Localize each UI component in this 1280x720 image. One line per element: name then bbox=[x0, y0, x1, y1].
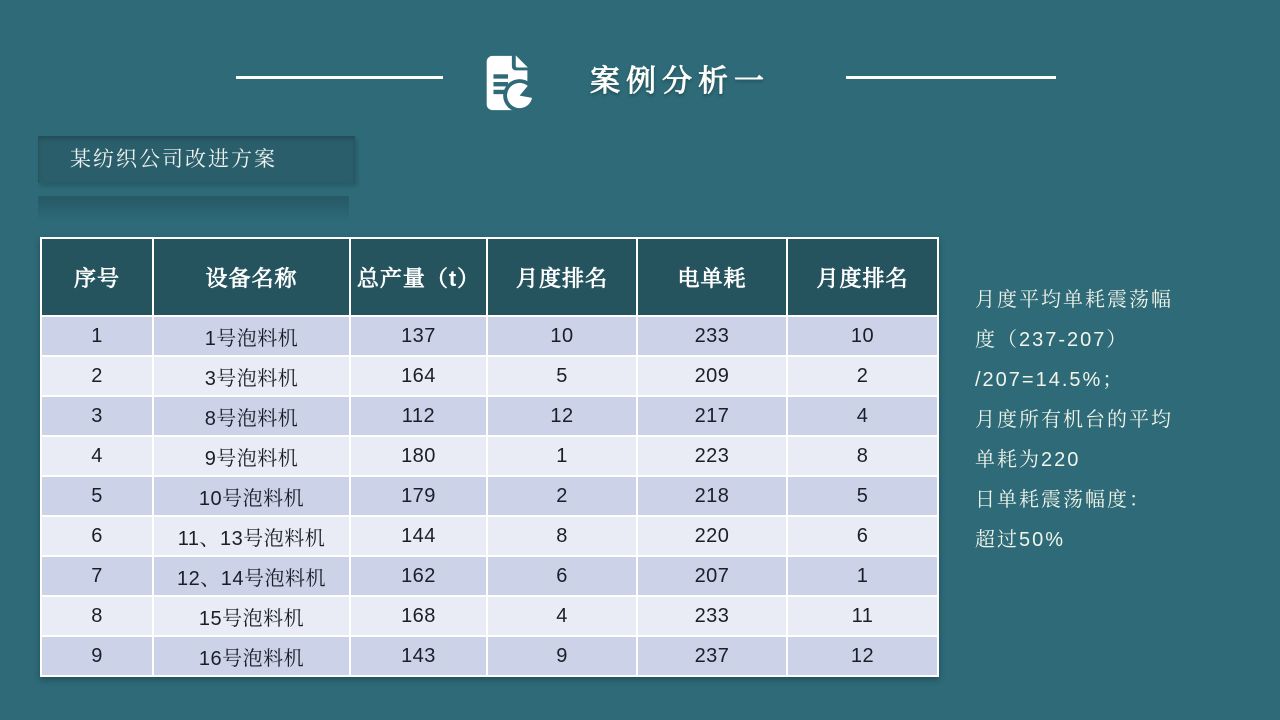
notes-text bbox=[975, 280, 1235, 560]
table-cell: 112 bbox=[350, 396, 487, 436]
table-cell: 10 bbox=[787, 316, 938, 356]
table-cell: 2 bbox=[787, 356, 938, 396]
table-cell: 143 bbox=[350, 636, 487, 676]
table-cell: 233 bbox=[637, 596, 787, 636]
table-cell: 3号泡料机 bbox=[153, 356, 350, 396]
table-cell: 12 bbox=[487, 396, 637, 436]
table-body bbox=[41, 316, 938, 676]
table-cell: 1号泡料机 bbox=[153, 316, 350, 356]
table-cell: 8 bbox=[787, 436, 938, 476]
column-header: 月度排名 bbox=[487, 238, 637, 316]
table-header-row bbox=[41, 238, 938, 316]
table-cell: 168 bbox=[350, 596, 487, 636]
note-line: 度（237-207） bbox=[975, 329, 1129, 351]
table-cell: 223 bbox=[637, 436, 787, 476]
table-cell: 8 bbox=[41, 596, 153, 636]
table-cell: 4 bbox=[41, 436, 153, 476]
table-cell: 6 bbox=[487, 556, 637, 596]
table-cell: 5 bbox=[487, 356, 637, 396]
document-pie-chart-icon bbox=[477, 52, 539, 114]
table-cell: 4 bbox=[487, 596, 637, 636]
table-row bbox=[41, 556, 938, 596]
table-cell: 2 bbox=[41, 356, 153, 396]
column-header: 电单耗 bbox=[637, 238, 787, 316]
table-cell: 164 bbox=[350, 356, 487, 396]
table-cell: 8 bbox=[487, 516, 637, 556]
table-cell: 5 bbox=[41, 476, 153, 516]
table-cell: 9号泡料机 bbox=[153, 436, 350, 476]
table-cell: 2 bbox=[487, 476, 637, 516]
note-line: 月度平均单耗震荡幅 bbox=[975, 289, 1173, 311]
data-table bbox=[40, 237, 939, 677]
note-line: 单耗为220 bbox=[975, 449, 1081, 471]
section-label: 某纺织公司改进方案 bbox=[38, 136, 355, 183]
note-line: 超过50% bbox=[975, 529, 1066, 551]
column-header: 序号 bbox=[41, 238, 153, 316]
table-cell: 11 bbox=[787, 596, 938, 636]
table-row bbox=[41, 316, 938, 356]
table-cell: 8号泡料机 bbox=[153, 396, 350, 436]
table-cell: 180 bbox=[350, 436, 487, 476]
table-cell: 5 bbox=[787, 476, 938, 516]
table-cell: 6 bbox=[41, 516, 153, 556]
table-cell: 179 bbox=[350, 476, 487, 516]
table-cell: 220 bbox=[637, 516, 787, 556]
note-line: 日单耗震荡幅度： bbox=[975, 489, 1151, 511]
note-line: /207=14.5%； bbox=[975, 369, 1125, 391]
table-cell: 209 bbox=[637, 356, 787, 396]
table-cell: 1 bbox=[41, 316, 153, 356]
table-cell: 3 bbox=[41, 396, 153, 436]
table-cell: 6 bbox=[787, 516, 938, 556]
table-cell: 16号泡料机 bbox=[153, 636, 350, 676]
divider-line-right bbox=[846, 76, 1056, 79]
table-row bbox=[41, 356, 938, 396]
table-cell: 12 bbox=[787, 636, 938, 676]
divider-line-left bbox=[236, 76, 443, 79]
note-line: 月度所有机台的平均 bbox=[975, 409, 1173, 431]
table-cell: 162 bbox=[350, 556, 487, 596]
table-cell: 15号泡料机 bbox=[153, 596, 350, 636]
table-cell: 237 bbox=[637, 636, 787, 676]
table-cell: 11、13号泡料机 bbox=[153, 516, 350, 556]
table-row bbox=[41, 516, 938, 556]
table-row bbox=[41, 436, 938, 476]
table-cell: 207 bbox=[637, 556, 787, 596]
table-cell: 4 bbox=[787, 396, 938, 436]
table-cell: 1 bbox=[787, 556, 938, 596]
table-row bbox=[41, 636, 938, 676]
table-cell: 144 bbox=[350, 516, 487, 556]
column-header: 总产量（t） bbox=[350, 238, 487, 316]
section-label-reflection bbox=[38, 196, 349, 220]
table-cell: 10 bbox=[487, 316, 637, 356]
table-cell: 7 bbox=[41, 556, 153, 596]
table-cell: 10号泡料机 bbox=[153, 476, 350, 516]
table-cell: 217 bbox=[637, 396, 787, 436]
table-cell: 218 bbox=[637, 476, 787, 516]
table-cell: 9 bbox=[487, 636, 637, 676]
table-cell: 12、14号泡料机 bbox=[153, 556, 350, 596]
table-row bbox=[41, 596, 938, 636]
table-cell: 9 bbox=[41, 636, 153, 676]
table-row bbox=[41, 476, 938, 516]
table-row bbox=[41, 396, 938, 436]
table-cell: 1 bbox=[487, 436, 637, 476]
table-cell: 137 bbox=[350, 316, 487, 356]
page-title: 案例分析一 bbox=[590, 65, 770, 98]
column-header: 月度排名 bbox=[787, 238, 938, 316]
column-header: 设备名称 bbox=[153, 238, 350, 316]
table-cell: 233 bbox=[637, 316, 787, 356]
